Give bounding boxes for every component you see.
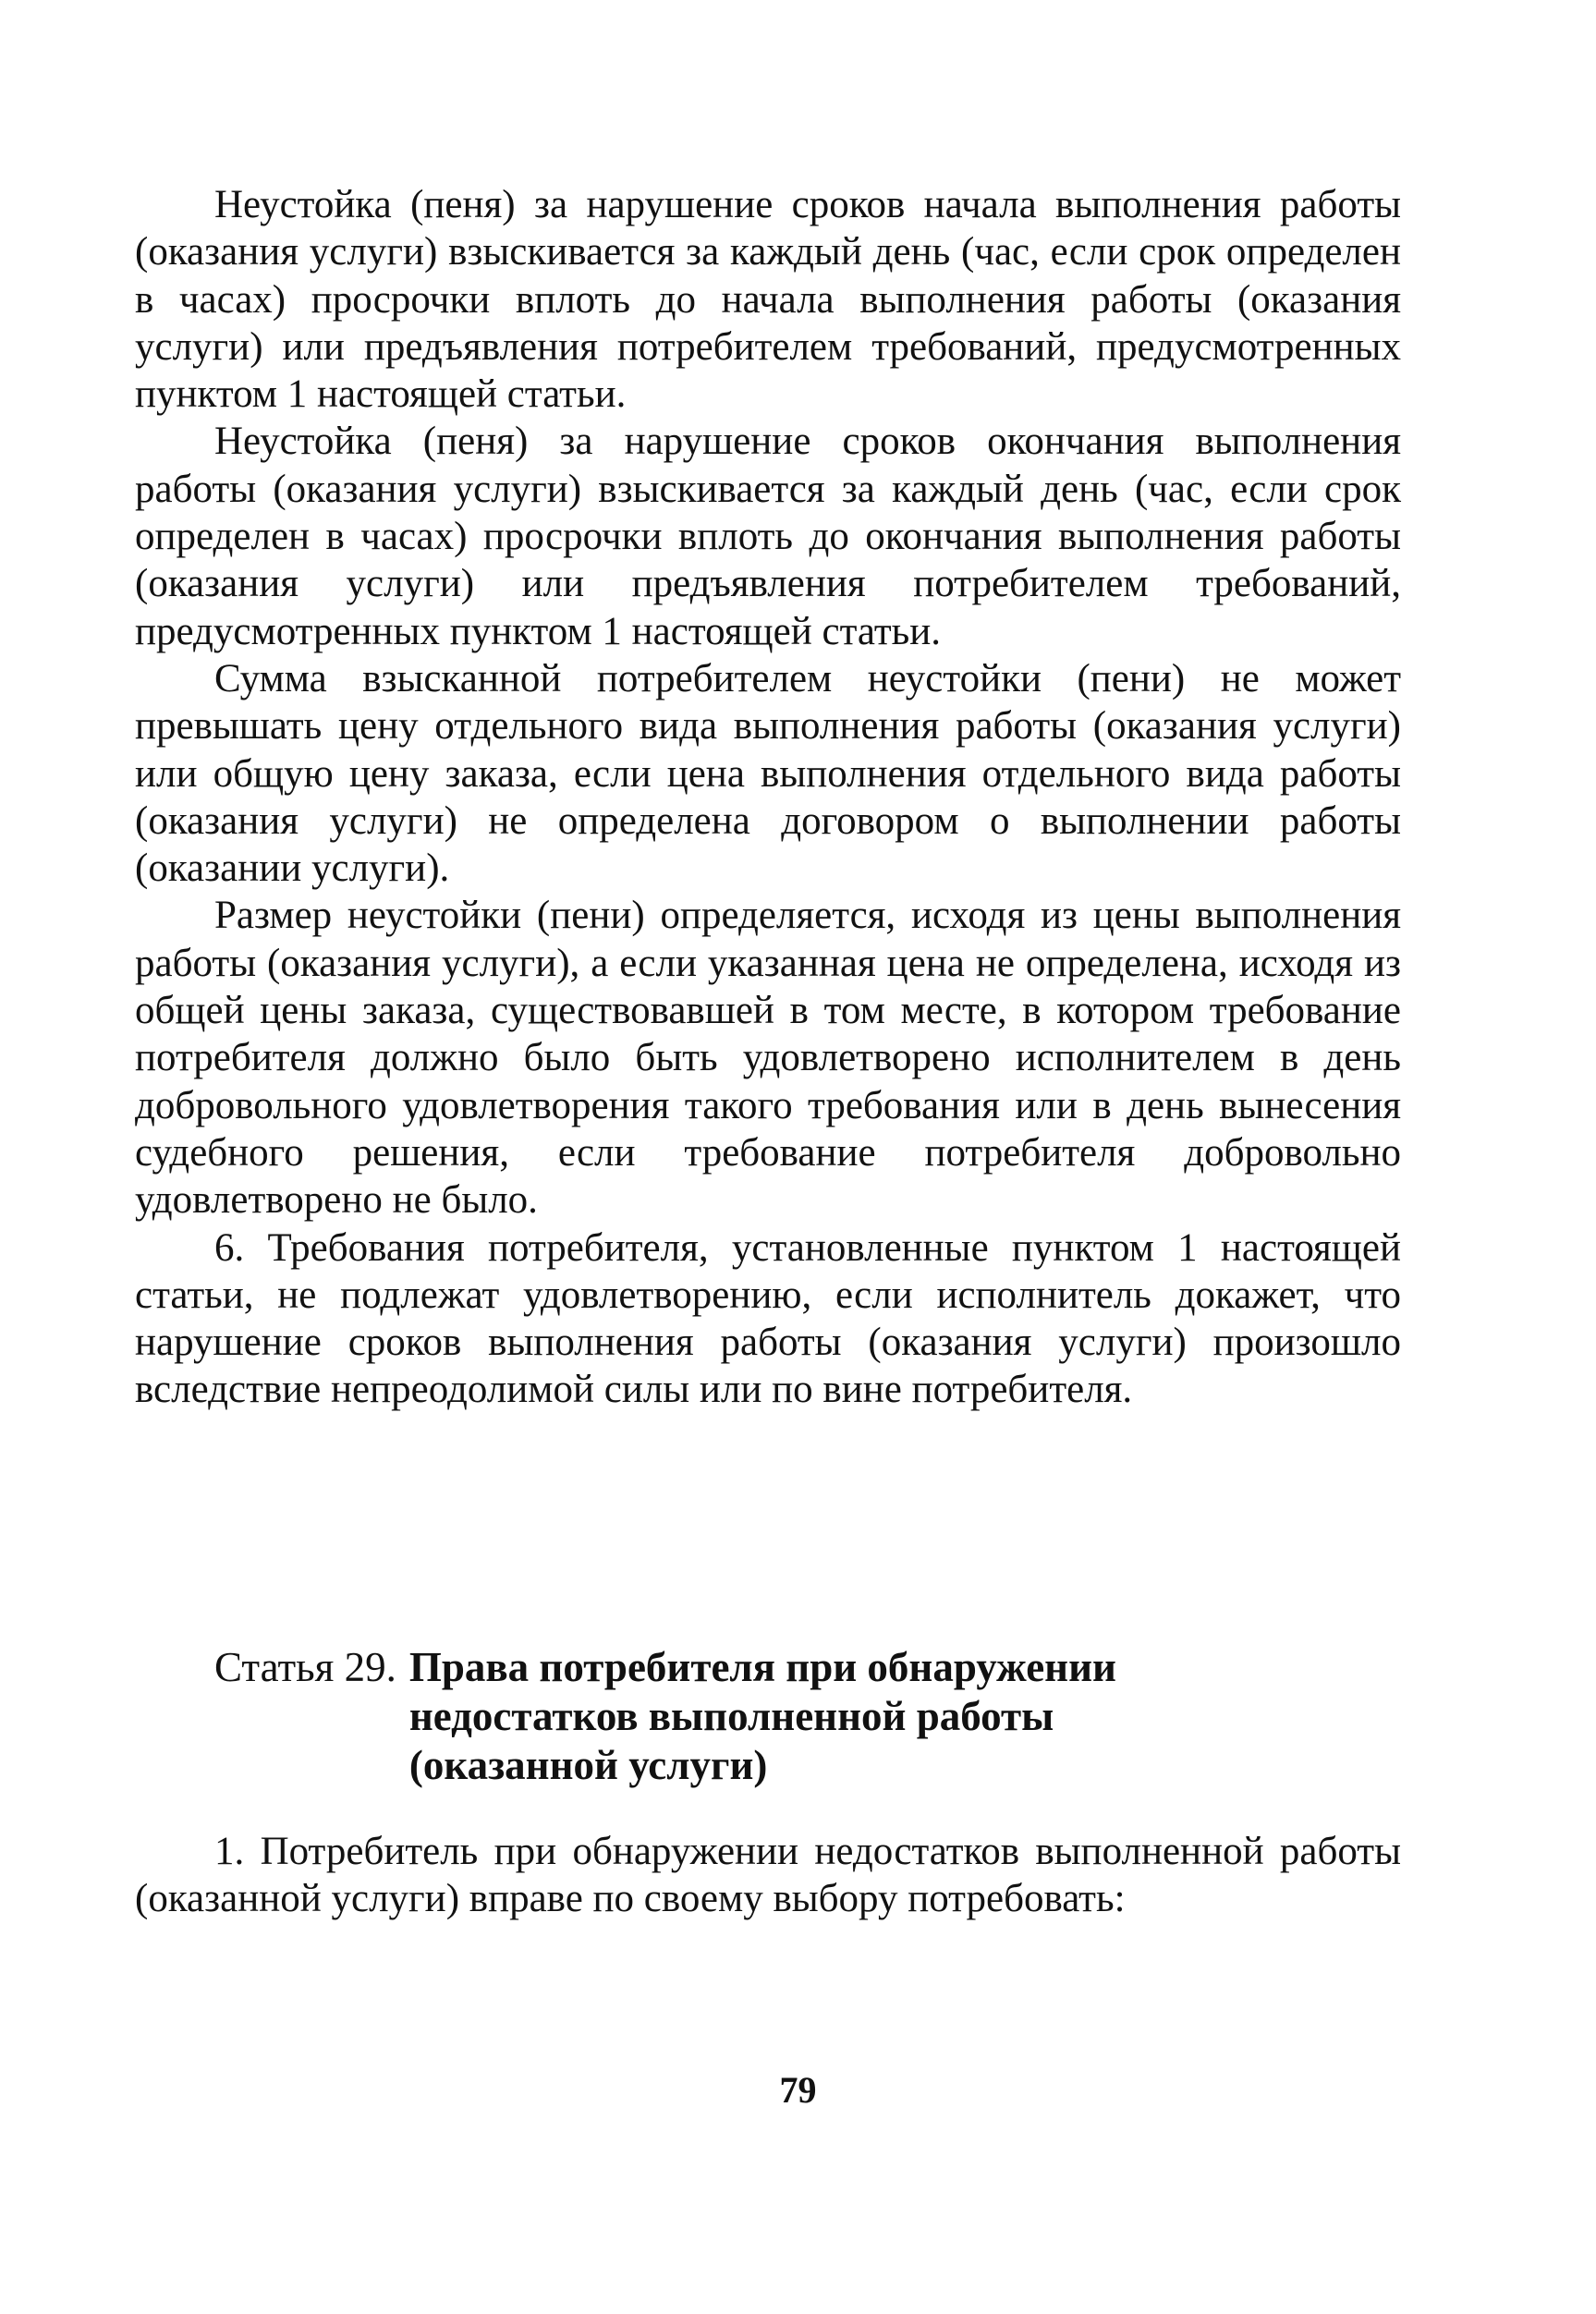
- article-body-text: [135, 1828, 1401, 1923]
- paragraph-penalty-end: Неустойка (пеня) за нарушение сроков окончания выполнения работы (оказания услуги) взыскивается за каждый день (час, если срок определен в часах) просрочки вплоть до окончания выполнения работы (оказания услуги) или предъявления потребителем требований, предусмотренных пунктом 1 настоящей статьи.: [135, 420, 1401, 653]
- paragraph-penalty-start: Неустойка (пеня) за нарушение сроков начала выполнения работы (оказания услуги) взыскивается за каждый день (час, если срок определен в часах) просрочки вплоть до начала выполнения работы (оказания услуги) или предъявления потребителем требований, предусмотренных пунктом 1 настоящей статьи.: [135, 183, 1401, 417]
- article-heading: [214, 1643, 1360, 1790]
- paragraph-penalty-limit: Сумма взысканной потребителем неустойки (пени) не может превышать цену отдельного вида выполнения работы (оказания услуги) или общую цену заказа, если цена выполнения отдельного вида работы (оказания услуги) не определена договором о выполнении работы (оказании услуги).: [135, 656, 1401, 891]
- paragraph-item-1: 1. Потребитель при обнаружении недостатков выполненной работы (оказанной услуги) вправе по своему выбору потребовать:: [135, 1830, 1401, 1921]
- page-number: 79: [779, 2069, 817, 2111]
- article-title: Права потребителя при обнаружении недостатков выполненной работы (оказанной услуги): [408, 1644, 1116, 1788]
- body-text: [135, 181, 1401, 1414]
- paragraph-item-6: 6. Требования потребителя, установленные пунктом 1 настоящей статьи, не подлежат удовлетворению, если исполнитель докажет, что нарушение сроков выполнения работы (оказания услуги) произошло вследствие непреодолимой силы или по вине потребителя.: [135, 1225, 1401, 1412]
- article-number: Статья 29.: [214, 1644, 396, 1690]
- paragraph-penalty-size: Размер неустойки (пени) определяется, исходя из цены выполнения работы (оказания услуги), а если указанная цена не определена, исходя из общей цены заказа, существовавшей в том месте, в котором требование потребителя должно было быть удовлетворено исполнителем в день добровольного удовлетворения такого требования или в день вынесения судебного решения, если требование потребителя добровольно удовлетворено не было.: [135, 894, 1401, 1223]
